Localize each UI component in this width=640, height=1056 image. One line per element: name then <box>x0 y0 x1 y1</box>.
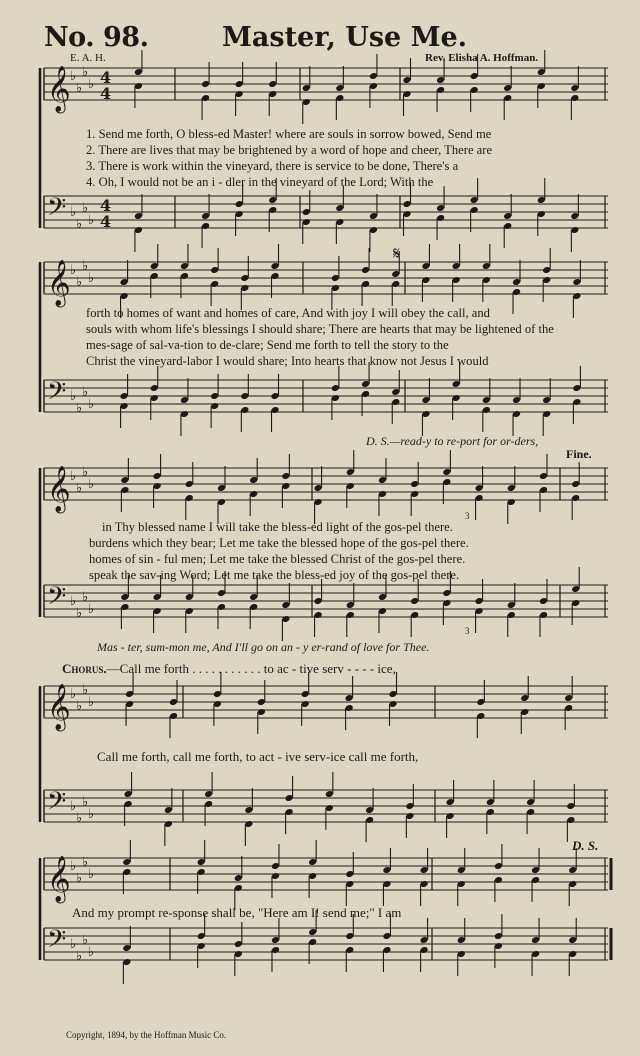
fine-marker: Fine. <box>566 447 592 461</box>
flat-sign: ♭ <box>70 859 77 874</box>
verse-2-line-1: 2. There are lives that may be brightened by a word of hope and cheer, There are <box>86 143 493 157</box>
triplet-mark-lower: 3 <box>465 626 470 636</box>
flat-sign: ♭ <box>82 795 89 810</box>
ds-lyric-1: D. S.—read-y to re-port for or-ders, <box>366 434 539 448</box>
flat-sign: ♭ <box>88 77 95 92</box>
segno-sign: 𝄋 <box>393 244 401 263</box>
triplet-mark-upper: 3 <box>465 511 470 521</box>
verse-4-line-1: 4. Oh, I would not be an i - dler in the vineyard of the Lord; With the <box>86 175 434 189</box>
flat-sign: ♭ <box>88 397 95 412</box>
flat-sign: ♭ <box>70 69 77 84</box>
flat-sign: ♭ <box>88 271 95 286</box>
flat-sign: ♭ <box>70 389 77 404</box>
verse-1-line-3: in Thy blessed name I will take the bless-ed light of the gos-pel there. <box>102 520 453 534</box>
verse-4-line-3: speak the sav-ing Word; Let me take the bless-ed joy of the gos-pel there. <box>89 568 460 582</box>
flat-sign: ♭ <box>76 217 83 232</box>
flat-sign: ♭ <box>82 465 89 480</box>
time-signature-top: 4 <box>100 68 112 87</box>
flat-sign: ♭ <box>70 594 77 609</box>
verse-2-line-2: souls with whom life's blessings I should share; There are hearts that may be lightened of the <box>86 322 554 336</box>
hymn-title: Master, Use Me. <box>222 22 468 53</box>
verse-1-line-2: forth to homes of want and homes of care, And with joy I will obey the call, and <box>86 306 490 320</box>
flat-sign: ♭ <box>82 933 89 948</box>
verse-3-line-2: mes-sage of sal-va-tion to de-clare; Send me forth to tell the story to the <box>86 338 449 352</box>
flat-sign: ♭ <box>76 811 83 826</box>
bass-clef: 𝄢 <box>47 377 67 412</box>
verse-2-line-3: burdens which they bear; Let me take the blessed hope of the gos-pel there. <box>89 536 469 550</box>
bass-clef: 𝄢 <box>47 582 67 617</box>
flat-sign: ♭ <box>88 695 95 710</box>
flat-sign: ♭ <box>88 213 95 228</box>
flat-sign: ♭ <box>70 205 77 220</box>
flat-sign: ♭ <box>70 469 77 484</box>
flat-sign: ♭ <box>88 867 95 882</box>
verse-3-line-3: homes of sin - ful men; Let me take the blessed Christ of the gos-pel there. <box>89 552 466 566</box>
flat-sign: ♭ <box>82 590 89 605</box>
treble-clef: 𝄞 <box>47 260 71 306</box>
time-signature-top: 4 <box>100 196 112 215</box>
flat-sign: ♭ <box>70 687 77 702</box>
author-credit: Rev. Elisha A. Hoffman. <box>425 52 539 64</box>
flat-sign: ♭ <box>82 259 89 274</box>
flat-sign: ♭ <box>82 65 89 80</box>
treble-clef: 𝄞 <box>47 856 71 902</box>
treble-clef: 𝄞 <box>47 684 71 730</box>
flat-sign: ♭ <box>76 871 83 886</box>
copyright-notice: Copyright, 1894, by the Hoffman Music Co. <box>66 1030 227 1040</box>
verse-1-line-1: 1. Send me forth, O bless-ed Master! where are souls in sorrow bowed, Send me <box>86 127 492 141</box>
hymn-number: No. 98. <box>44 22 149 53</box>
flat-sign: ♭ <box>82 855 89 870</box>
flat-sign: ♭ <box>70 799 77 814</box>
treble-clef: 𝄞 <box>47 466 71 512</box>
bass-clef: 𝄢 <box>47 925 67 960</box>
flat-sign: ♭ <box>88 945 95 960</box>
flat-sign: ♭ <box>70 263 77 278</box>
chorus-line-2: Call me forth, call me forth, to act - ive serv-ice call me forth, <box>97 749 419 764</box>
time-signature-bottom: 4 <box>100 84 112 103</box>
flat-sign: ♭ <box>76 401 83 416</box>
time-signature-bottom: 4 <box>100 212 112 231</box>
bass-clef: 𝄢 <box>47 193 67 228</box>
flat-sign: ♭ <box>76 275 83 290</box>
verse-4-line-2: Christ the vineyard-labor I would share; Into hearts that know not Jesus I would <box>86 354 489 368</box>
flat-sign: ♭ <box>76 606 83 621</box>
composer-initials: E. A. H. <box>70 52 106 64</box>
flat-sign: ♭ <box>70 937 77 952</box>
bass-clef: 𝄢 <box>47 787 67 822</box>
ds-marker: D. S. <box>572 838 599 853</box>
flat-sign: ♭ <box>76 481 83 496</box>
chorus-line-3: And my prompt re-sponse shall be, "Here am I! send me;" I am <box>72 905 402 920</box>
flat-sign: ♭ <box>82 385 89 400</box>
flat-sign: ♭ <box>82 201 89 216</box>
flat-sign: ♭ <box>82 683 89 698</box>
flat-sign: ♭ <box>76 699 83 714</box>
flat-sign: ♭ <box>88 602 95 617</box>
treble-clef: 𝄞 <box>47 66 71 112</box>
flat-sign: ♭ <box>76 81 83 96</box>
chorus-line-1 <box>62 661 396 677</box>
chorus-line-1-text: —Call me forth . . . . . . . . . . . to ac - tive serv - - - - ice, <box>106 661 396 676</box>
chorus-label: Chorus. <box>62 661 107 676</box>
flat-sign: ♭ <box>88 807 95 822</box>
flat-sign: ♭ <box>76 949 83 964</box>
verse-3-line-1: 3. There is work within the vineyard, there is service to be done, There's a <box>86 159 459 173</box>
flat-sign: ♭ <box>88 477 95 492</box>
ds-lyric-2: Mas - ter, sum-mon me, And I'll go on an - y er-rand of love for Thee. <box>97 640 430 654</box>
